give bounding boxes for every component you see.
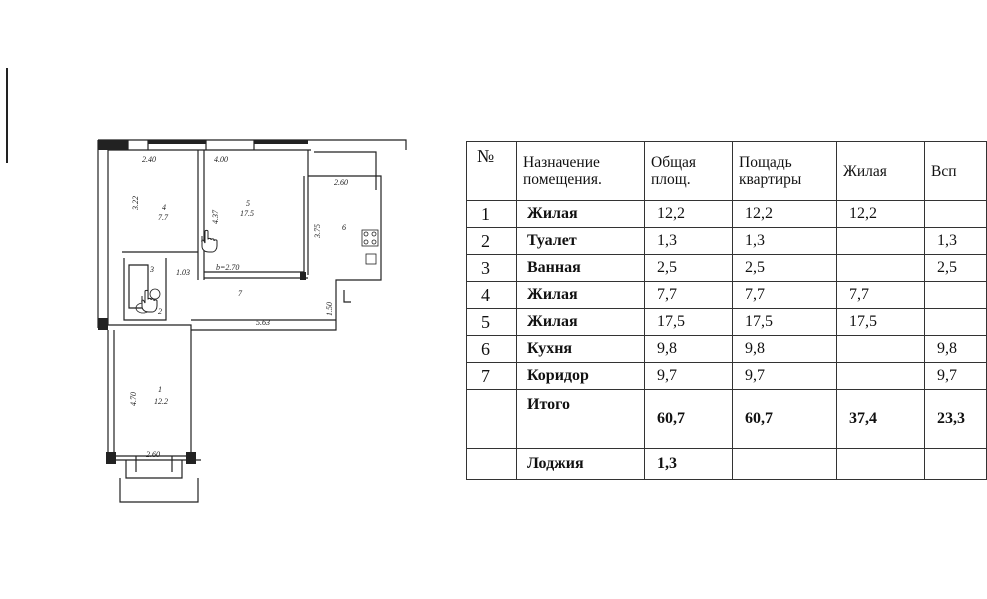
total-auxiliary: 23,3 xyxy=(925,390,987,449)
loggia-total: 1,3 xyxy=(645,449,733,480)
row-number: 7 xyxy=(467,363,517,390)
header-number: № xyxy=(467,142,517,201)
dim-bottom: 2.60 xyxy=(146,450,160,459)
header-auxiliary-area: Всп xyxy=(925,142,987,201)
table-row xyxy=(467,336,987,363)
row-name: Туалет xyxy=(517,228,645,255)
total-label: Итого xyxy=(517,390,645,449)
dim-top-mid: 4.00 xyxy=(214,155,228,164)
row-apartment: 1,3 xyxy=(733,228,837,255)
row-apartment: 7,7 xyxy=(733,282,837,309)
room-5-number: 5 xyxy=(246,199,250,208)
row-apartment: 12,2 xyxy=(733,201,837,228)
table-row xyxy=(467,309,987,336)
row-number: 3 xyxy=(467,255,517,282)
row-name: Кухня xyxy=(517,336,645,363)
loggia-label: Лоджия xyxy=(517,449,645,480)
total-number-cell xyxy=(467,390,517,449)
room-7-number: 7 xyxy=(238,289,242,298)
row-living: 12,2 xyxy=(837,201,925,228)
dim-corridor-height: 1.50 xyxy=(325,302,334,316)
loggia-empty-cell xyxy=(733,449,837,480)
room-4-area: 7.7 xyxy=(158,213,168,222)
total-apartment: 60,7 xyxy=(733,390,837,449)
row-auxiliary xyxy=(925,309,987,336)
loggia-empty-cell xyxy=(837,449,925,480)
room-4-number: 4 xyxy=(162,203,166,212)
row-total: 9,7 xyxy=(645,363,733,390)
row-auxiliary xyxy=(925,201,987,228)
row-auxiliary: 9,7 xyxy=(925,363,987,390)
row-auxiliary xyxy=(925,282,987,309)
row-living xyxy=(837,228,925,255)
row-apartment: 2,5 xyxy=(733,255,837,282)
area-table xyxy=(466,141,987,480)
room-1-area: 12.2 xyxy=(154,397,168,406)
row-living xyxy=(837,363,925,390)
row-total: 12,2 xyxy=(645,201,733,228)
dim-corridor-width: 5.63 xyxy=(256,318,270,327)
table-total-row xyxy=(467,390,987,449)
loggia-empty-cell xyxy=(925,449,987,480)
row-apartment: 9,8 xyxy=(733,336,837,363)
header-apartment-area: Пощадь квартиры xyxy=(733,142,837,201)
header-total-area: Общая площ. xyxy=(645,142,733,201)
row-name: Жилая xyxy=(517,282,645,309)
row-living xyxy=(837,255,925,282)
row-number: 4 xyxy=(467,282,517,309)
row-total: 7,7 xyxy=(645,282,733,309)
dim-room6-height: 3.75 xyxy=(313,224,322,238)
total-total: 60,7 xyxy=(645,390,733,449)
total-living: 37,4 xyxy=(837,390,925,449)
table-row xyxy=(467,363,987,390)
room-3-number: 3 xyxy=(150,265,154,274)
room-5-area: 17.5 xyxy=(240,209,254,218)
row-number: 6 xyxy=(467,336,517,363)
floor-plan xyxy=(86,130,416,505)
dim-top-left: 2.40 xyxy=(142,155,156,164)
table-row xyxy=(467,228,987,255)
table-loggia-row xyxy=(467,449,987,480)
row-name: Жилая xyxy=(517,201,645,228)
row-total: 17,5 xyxy=(645,309,733,336)
row-name: Жилая xyxy=(517,309,645,336)
room-6-number: 6 xyxy=(342,223,346,232)
header-purpose: Назначение помещения. xyxy=(517,142,645,201)
row-total: 9,8 xyxy=(645,336,733,363)
row-apartment: 17,5 xyxy=(733,309,837,336)
dim-room4-height: 3.22 xyxy=(131,196,140,210)
area-table-container xyxy=(466,141,965,472)
dim-room1-height: 4.70 xyxy=(129,392,138,406)
hand-cursor-icon xyxy=(142,290,157,312)
row-apartment: 9,7 xyxy=(733,363,837,390)
row-living: 17,5 xyxy=(837,309,925,336)
row-total: 1,3 xyxy=(645,228,733,255)
table-row xyxy=(467,282,987,309)
dim-top-right: 2.60 xyxy=(334,178,348,187)
row-name: Ванная xyxy=(517,255,645,282)
room-2-number: 2 xyxy=(158,307,162,316)
row-number: 1 xyxy=(467,201,517,228)
row-number: 5 xyxy=(467,309,517,336)
header-living-area: Жилая xyxy=(837,142,925,201)
table-row xyxy=(467,255,987,282)
room-1-number: 1 xyxy=(158,385,162,394)
row-total: 2,5 xyxy=(645,255,733,282)
dim-bath-width: 1.03 xyxy=(176,268,190,277)
row-auxiliary: 9,8 xyxy=(925,336,987,363)
table-row xyxy=(467,201,987,228)
table-header-row xyxy=(467,142,987,201)
loggia-number-cell xyxy=(467,449,517,480)
scan-edge-line xyxy=(6,68,8,163)
row-living: 7,7 xyxy=(837,282,925,309)
row-auxiliary: 1,3 xyxy=(925,228,987,255)
row-living xyxy=(837,336,925,363)
dim-room5-height: 4.37 xyxy=(211,210,220,224)
row-number: 2 xyxy=(467,228,517,255)
row-auxiliary: 2,5 xyxy=(925,255,987,282)
row-name: Коридор xyxy=(517,363,645,390)
dim-b: b=2.70 xyxy=(216,263,240,272)
